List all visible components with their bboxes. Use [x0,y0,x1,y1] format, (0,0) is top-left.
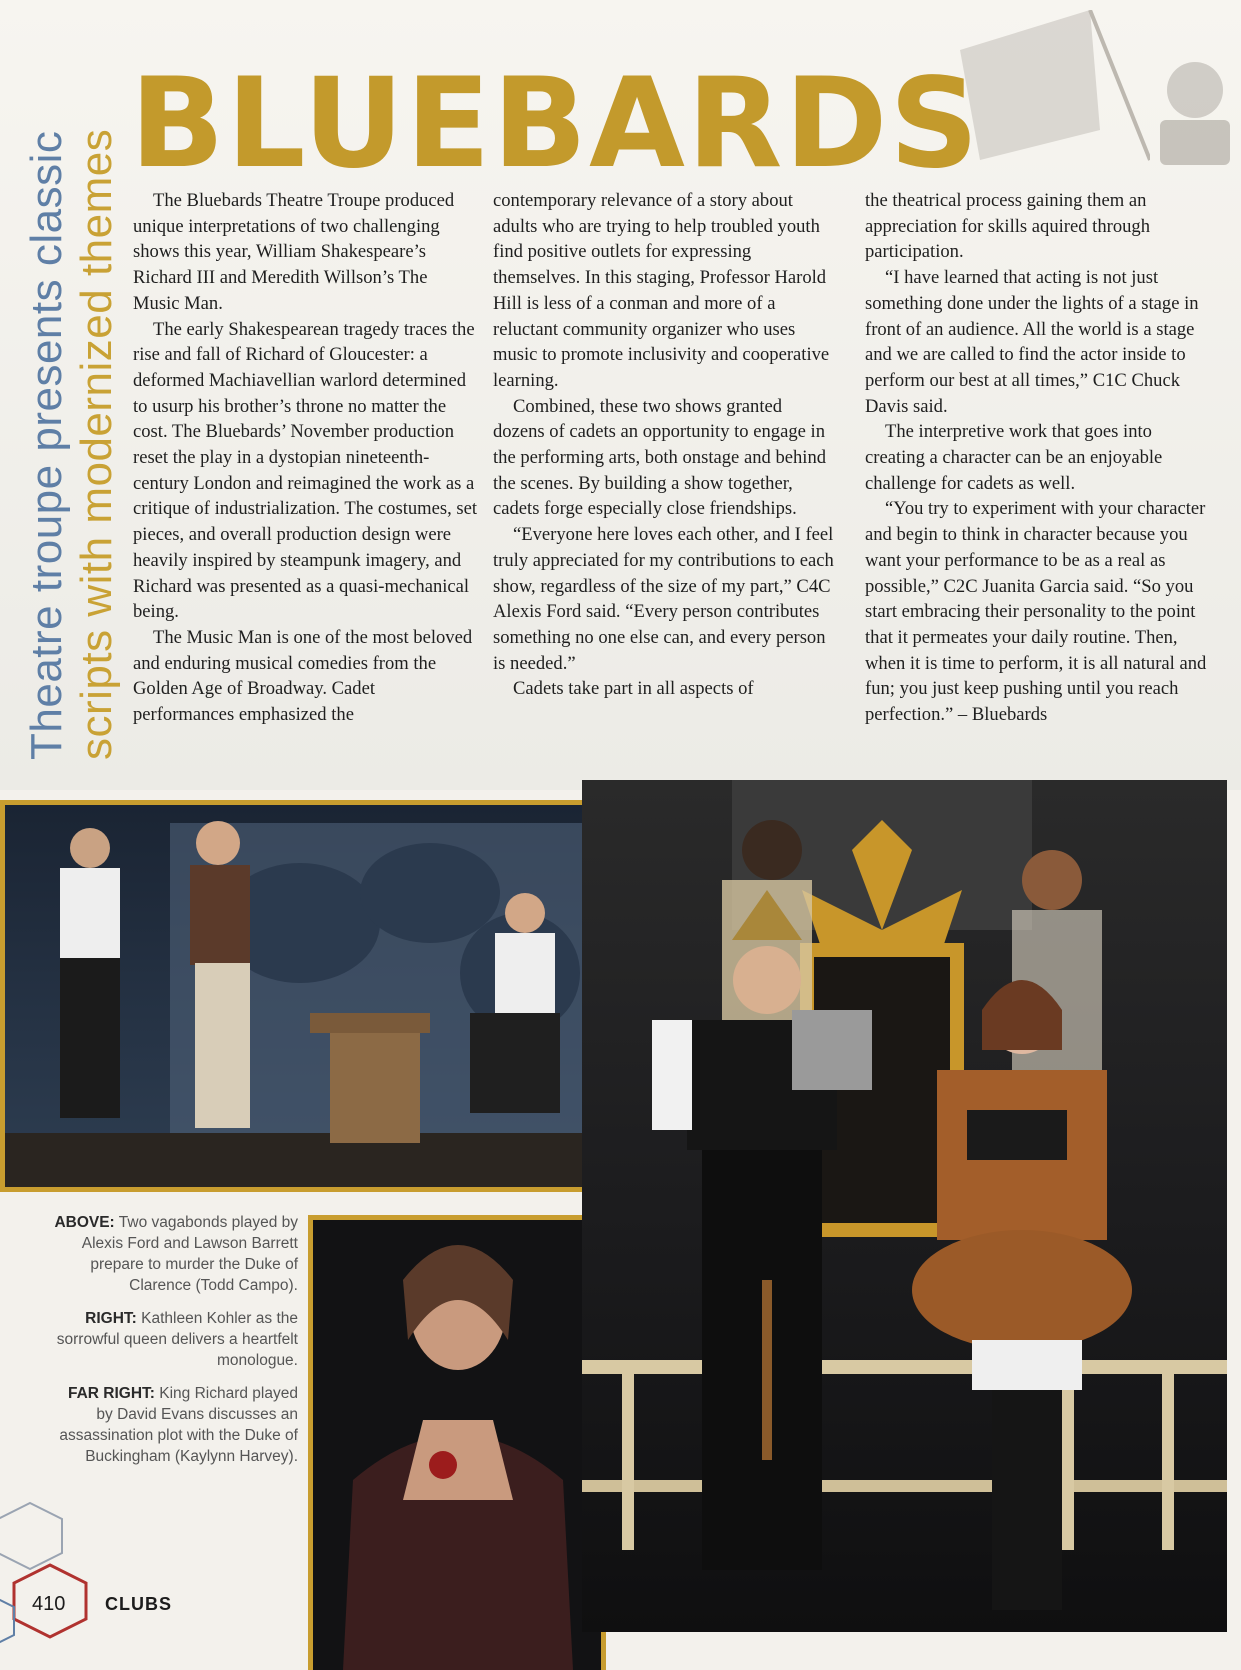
hexagon-decoration [0,1495,110,1670]
caption-far-right: FAR RIGHT: King Richard played by David Evans discusses an assassination plot with the Duke of Buckingham (Kaylynn Harvey). [59,1385,298,1465]
caption-above: ABOVE: Two vagabonds played by Alexis Ford and Lawson Barrett prepare to murder the Duke of Clarence (Todd Campo). [54,1214,298,1294]
article-column-3 [865,188,1210,728]
paragraph: The interpretive work that goes into creating a character can be an enjoyable challenge for cadets as well. [865,421,1163,494]
paragraph: “Everyone here loves each other, and I feel truly appreciated for my contributions to each show, regardless of the size of my part,” C4C Alexis Ford said. “Every person contributes something no one else can, and every person is needed.” [493,524,834,674]
tagline-line-2: scripts with modernized themes [72,128,121,760]
photo-king-richard [582,780,1227,1632]
photo-frame [308,1215,606,1670]
paragraph: “I have learned that acting is not just something done under the lights of a stage in front of an audience. All the world is a stage and we are called to find the actor inside to perform our best at all times,” C1C Chuck Davis said. [865,267,1199,417]
photo-frame [0,800,605,1192]
article-column-2 [493,188,838,702]
article-column-1 [133,188,478,728]
paragraph: Combined, these two shows granted dozens of cadets an opportunity to engage in the performing arts, both onstage and behind the scenes. By building a show together, cadets forge especially close friendships. [493,395,827,520]
paragraph: “You try to experiment with your character and begin to think in character because you want your performance to be as a real as possible,” C2C Juanita Garcia said. “So you start embracing their personality to the point that it permeates your daily routine. Then, when it is time to perform, it is all natural and fun; you just keep pushing until you reach perfection.” – Bluebards [865,498,1207,726]
paragraph: Cadets take part in all aspects of [513,678,754,700]
tagline-line-1: Theatre troupe presents classic [22,130,71,760]
paragraph: The Bluebards Theatre Troupe produced unique interpretations of two challenging shows this year, William Shakespeare’s Richard III and Meredith Willson’s The Music Man. [133,190,455,314]
page-title: BLUEBARDS [130,52,981,196]
paragraph: the theatrical process gaining them an appreciation for skills aquired through participation. [865,190,1151,263]
paragraph: contemporary relevance of a story about adults who are trying to help troubled youth find positive outlets for expressing themselves. In this staging, Professor Harold Hill is less of a conman and more of a reluctant community organizer who uses music to promote inclusivity and cooperative learning. [493,190,830,391]
camera-icon [1150,50,1240,180]
caption-right: RIGHT: Kathleen Kohler as the sorrowful queen delivers a heartfelt monologue. [56,1310,298,1369]
paragraph: The Music Man is one of the most beloved and enduring musical comedies from the Golden Age of Broadway. Cadet performances emphasized the [133,626,473,726]
tagline [22,60,122,760]
page-number: 410 [32,1593,66,1615]
section-name: CLUBS [105,1594,172,1614]
photo-captions [50,1212,298,1479]
paragraph: The early Shakespearean tragedy traces the rise and fall of Richard of Gloucester: a deformed Machiavellian warlord determined to usurp his brother’s throne no matter the cost. The Bluebards’ November production reset the play in a dystopian nineteenth-century London and reimagined the work as a critique of industrialization. The costumes, set pieces, and overall production design were heavily inspired by steampunk imagery, and Richard was presented as a quasi-mechanical being. [133,318,478,623]
